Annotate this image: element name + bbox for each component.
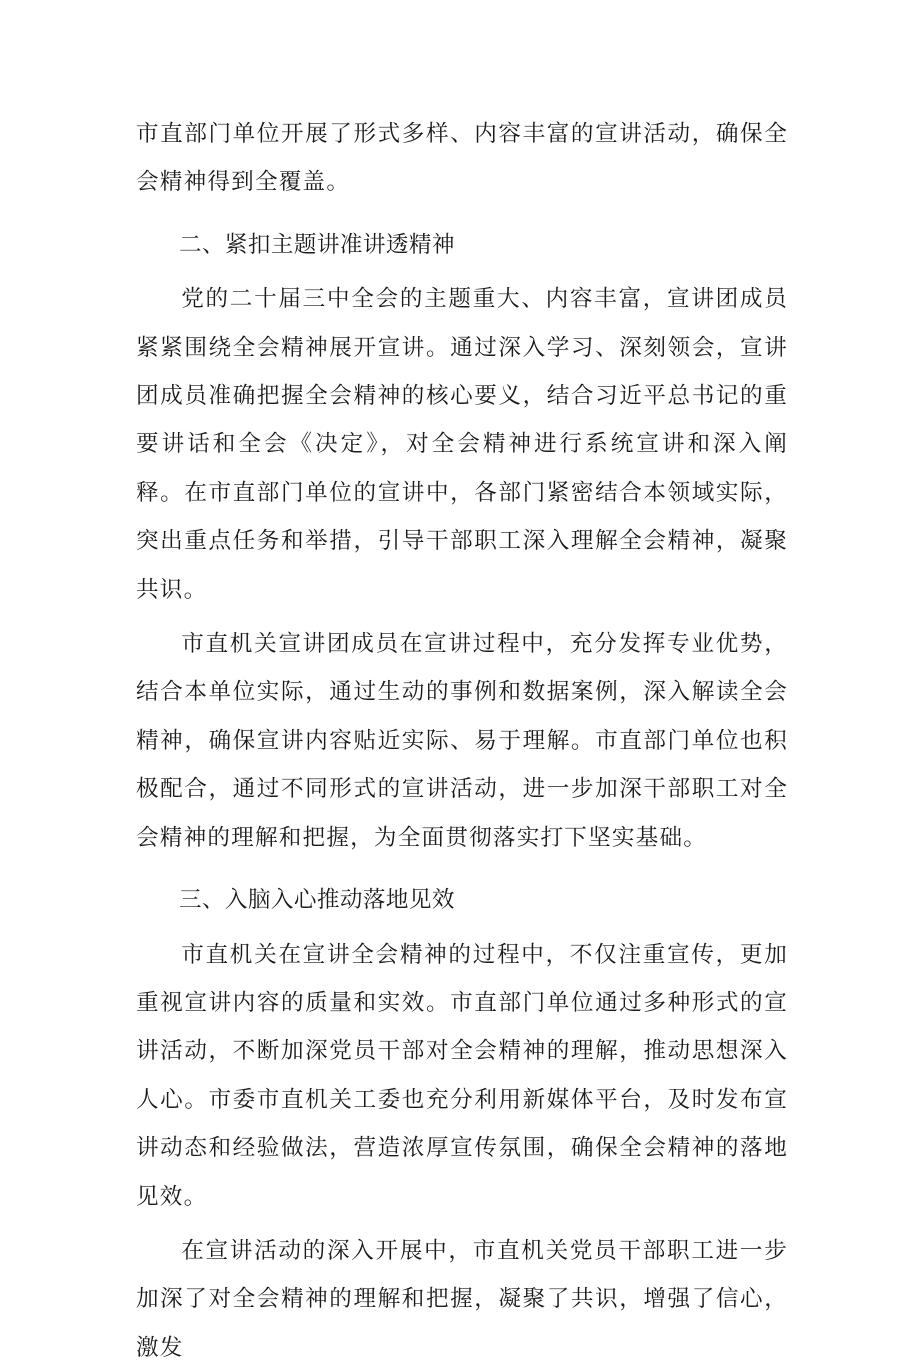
paragraph-section3-1: 市直机关在宣讲全会精神的过程中，不仅注重宣传，更加重视宣讲内容的质量和实效。市直部门单位通过多种形式的宣讲活动，不断加深党员干部对全会精神的理解，推动思想深入人心。市委市直机关工委也充分利用新媒体平台，及时发布宣讲动态和经验做法，营造浓厚宣传氛围，确保全会精神的落地见效。 [136,941,788,1210]
paragraph-continuation: 市直部门单位开展了形式多样、内容丰富的宣讲活动，确保全会精神得到全覆盖。 [136,121,788,196]
section-heading-3: 三、入脑入心推动落地见效 [178,887,455,914]
document-body [136,110,788,1372]
paragraph-section3-2: 在宣讲活动的深入开展中，市直机关党员干部职工进一步加深了对全会精神的理解和把握，凝聚了共识，增强了信心，激发 [136,1237,788,1361]
paragraph-section2-2: 市直机关宣讲团成员在宣讲过程中，充分发挥专业优势，结合本单位实际，通过生动的事例和数据案例，深入解读全会精神，确保宣讲内容贴近实际、易于理解。市直部门单位也积极配合，通过不同形式的宣讲活动，进一步加深干部职工对全会精神的理解和把握，为全面贯彻落实打下坚实基础。 [136,631,788,851]
paragraph-section2-1: 党的二十届三中全会的主题重大、内容丰富，宣讲团成员紧紧围绕全会精神展开宣讲。通过深入学习、深刻领会，宣讲团成员准确把握全会精神的核心要义，结合习近平总书记的重要讲话和全会《决定》，对全会精神进行系统宣讲和深入阐释。在市直部门单位的宣讲中，各部门紧密结合本领域实际，突出重点任务和举措，引导干部职工深入理解全会精神，凝聚共识。 [136,286,788,603]
section-heading-2: 二、紧扣主题讲准讲透精神 [178,231,455,258]
